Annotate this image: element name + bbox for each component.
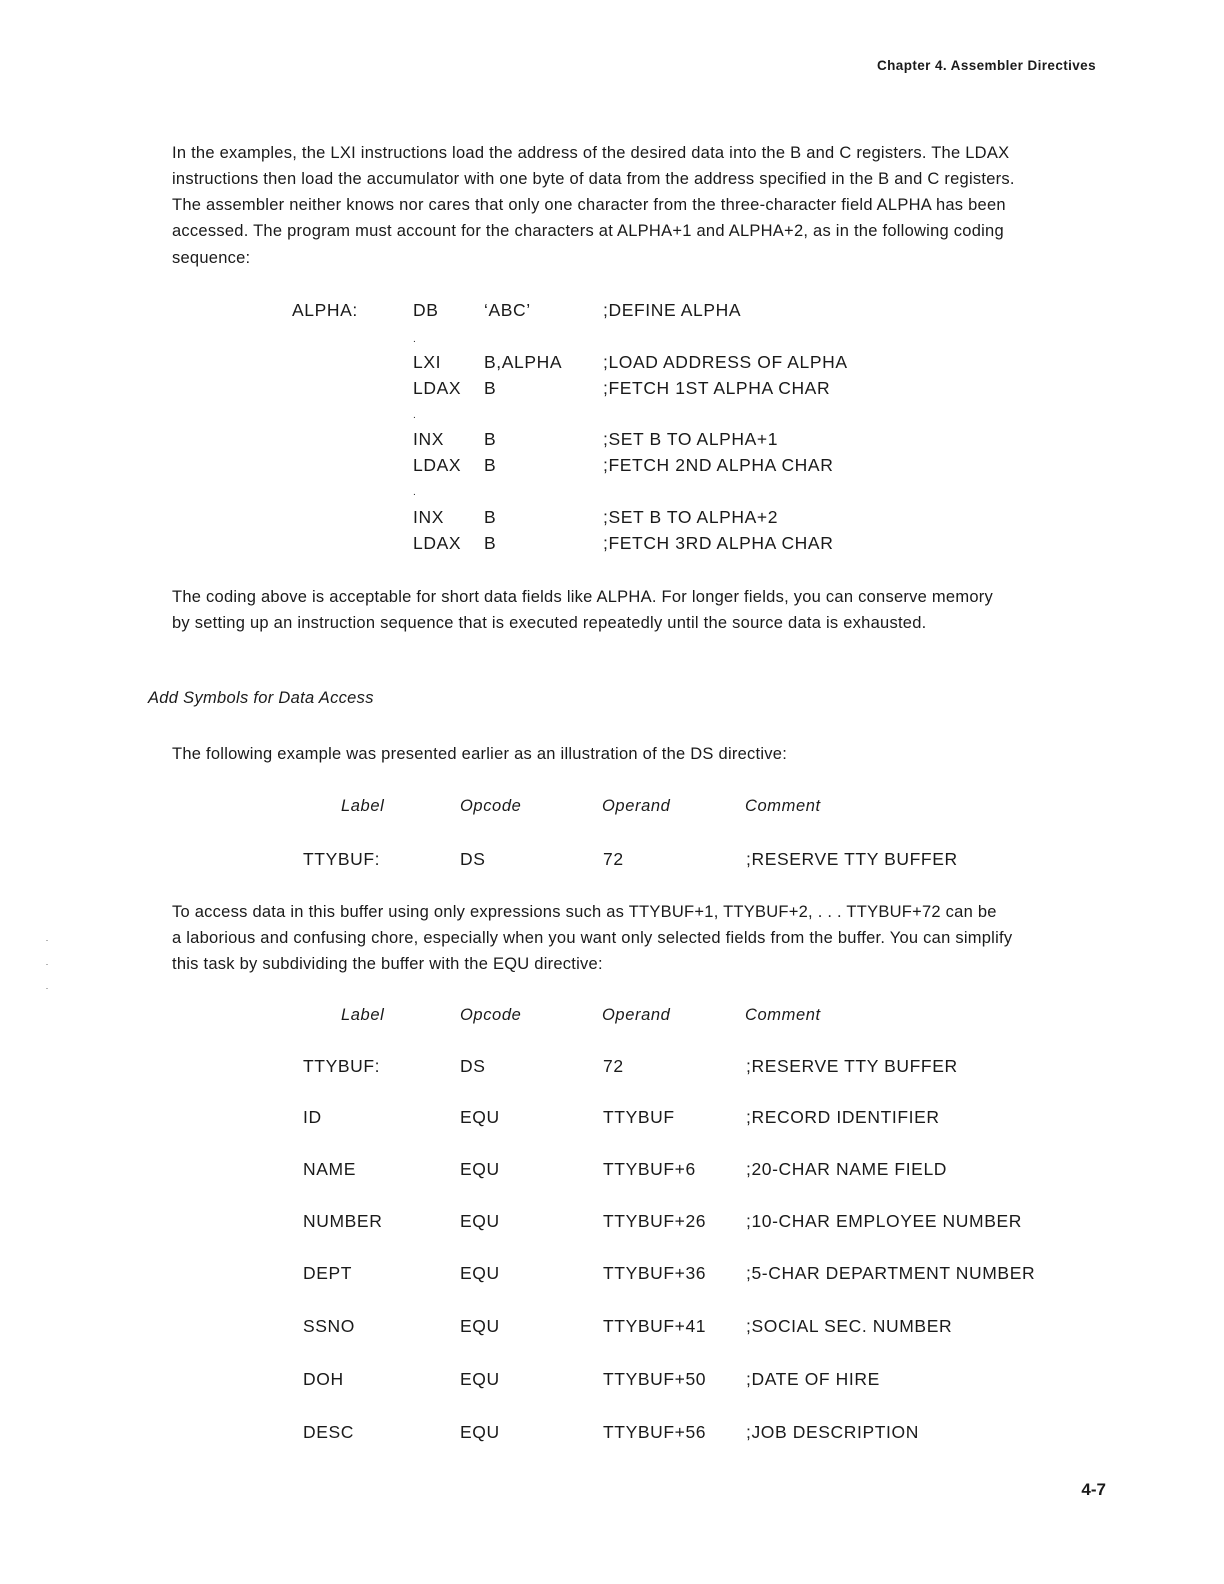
code-operand: ‘ABC’ bbox=[484, 300, 531, 320]
code-ellipsis: . bbox=[413, 334, 417, 345]
paragraph-line: by setting up an instruction sequence that is executed repeatedly until the source data is exhausted. bbox=[172, 614, 927, 632]
code-opcode: LDAX bbox=[413, 455, 462, 475]
paragraph-line: To access data in this buffer using only expressions such as TTYBUF+1, TTYBUF+2, . . . TTYBUF+72 can be bbox=[172, 903, 997, 921]
intro-line: In the examples, the LXI instructions load the address of the desired data into the B and C registers. The LDAX bbox=[172, 144, 1010, 162]
header-opcode: Opcode bbox=[460, 797, 522, 815]
code-label: ALPHA: bbox=[292, 300, 358, 320]
code-comment: ;FETCH 1ST ALPHA CHAR bbox=[603, 378, 831, 398]
code-operand: B bbox=[484, 507, 497, 527]
cell-label: DEPT bbox=[303, 1263, 353, 1283]
code-operand: B bbox=[484, 378, 497, 398]
cell-opcode: EQU bbox=[460, 1316, 500, 1336]
code-comment: ;DEFINE ALPHA bbox=[603, 300, 742, 320]
running-head: Chapter 4. Assembler Directives bbox=[877, 58, 1096, 73]
paragraph-line: The coding above is acceptable for short data fields like ALPHA. For longer fields, you can conserve memory bbox=[172, 588, 993, 606]
code-operand: B bbox=[484, 533, 497, 553]
cell-operand: 72 bbox=[603, 849, 624, 869]
intro-line: sequence: bbox=[172, 249, 251, 267]
cell-label: TTYBUF: bbox=[303, 1056, 381, 1076]
cell-comment: ;DATE OF HIRE bbox=[746, 1369, 880, 1389]
code-ellipsis: . bbox=[413, 410, 417, 421]
code-opcode: INX bbox=[413, 507, 444, 527]
paragraph-line: this task by subdividing the buffer with the EQU directive: bbox=[172, 955, 603, 973]
cell-opcode: EQU bbox=[460, 1107, 500, 1127]
cell-comment: ;5-CHAR DEPARTMENT NUMBER bbox=[746, 1263, 1036, 1283]
page-number: 4-7 bbox=[1081, 1480, 1106, 1499]
intro-line: The assembler neither knows nor cares that only one character from the three-character field ALPHA has been bbox=[172, 196, 1006, 214]
code-opcode: LXI bbox=[413, 352, 442, 372]
cell-opcode: EQU bbox=[460, 1211, 500, 1231]
cell-comment: ;10-CHAR EMPLOYEE NUMBER bbox=[746, 1211, 1022, 1231]
cell-opcode: EQU bbox=[460, 1263, 500, 1283]
cell-operand: TTYBUF+26 bbox=[603, 1211, 707, 1231]
cell-operand: TTYBUF+41 bbox=[603, 1316, 707, 1336]
cell-operand: TTYBUF+6 bbox=[603, 1159, 696, 1179]
intro-line: instructions then load the accumulator with one byte of data from the address specified in the B and C registers. bbox=[172, 170, 1015, 188]
cell-label: ID bbox=[303, 1107, 322, 1127]
cell-label: DOH bbox=[303, 1369, 344, 1389]
code-opcode: DB bbox=[413, 300, 439, 320]
header-comment: Comment bbox=[745, 1006, 821, 1024]
code-operand: B bbox=[484, 429, 497, 449]
cell-operand: TTYBUF+50 bbox=[603, 1369, 707, 1389]
code-comment: ;FETCH 3RD ALPHA CHAR bbox=[603, 533, 834, 553]
cell-operand: TTYBUF bbox=[603, 1107, 675, 1127]
intro-line: accessed. The program must account for the characters at ALPHA+1 and ALPHA+2, as in the following coding bbox=[172, 222, 1004, 240]
header-operand: Operand bbox=[602, 797, 671, 815]
code-opcode: LDAX bbox=[413, 378, 462, 398]
margin-marks bbox=[46, 940, 50, 1000]
code-comment: ;SET B TO ALPHA+2 bbox=[603, 507, 779, 527]
header-label: Label bbox=[341, 797, 385, 815]
cell-label: DESC bbox=[303, 1422, 355, 1442]
code-opcode: INX bbox=[413, 429, 444, 449]
code-ellipsis: . bbox=[413, 487, 417, 498]
header-operand: Operand bbox=[602, 1006, 671, 1024]
code-operand: B bbox=[484, 455, 497, 475]
cell-opcode: EQU bbox=[460, 1159, 500, 1179]
cell-comment: ;RECORD IDENTIFIER bbox=[746, 1107, 940, 1127]
cell-comment: ;RESERVE TTY BUFFER bbox=[746, 1056, 958, 1076]
cell-comment: ;JOB DESCRIPTION bbox=[746, 1422, 919, 1442]
cell-comment: ;RESERVE TTY BUFFER bbox=[746, 849, 958, 869]
cell-operand: TTYBUF+36 bbox=[603, 1263, 707, 1283]
paragraph-line: a laborious and confusing chore, especially when you want only selected fields from the buffer. You can simplify bbox=[172, 929, 1013, 947]
header-comment: Comment bbox=[745, 797, 821, 815]
cell-label: NUMBER bbox=[303, 1211, 383, 1231]
cell-comment: ;20-CHAR NAME FIELD bbox=[746, 1159, 948, 1179]
code-comment: ;SET B TO ALPHA+1 bbox=[603, 429, 779, 449]
cell-operand: TTYBUF+56 bbox=[603, 1422, 707, 1442]
code-opcode: LDAX bbox=[413, 533, 462, 553]
cell-opcode: EQU bbox=[460, 1422, 500, 1442]
cell-comment: ;SOCIAL SEC. NUMBER bbox=[746, 1316, 953, 1336]
header-opcode: Opcode bbox=[460, 1006, 522, 1024]
cell-opcode: DS bbox=[460, 1056, 486, 1076]
ds-intro-paragraph: The following example was presented earlier as an illustration of the DS directive: bbox=[172, 745, 788, 763]
cell-label: NAME bbox=[303, 1159, 356, 1179]
code-comment: ;LOAD ADDRESS OF ALPHA bbox=[603, 352, 848, 372]
cell-label: SSNO bbox=[303, 1316, 355, 1336]
cell-operand: 72 bbox=[603, 1056, 624, 1076]
cell-label: TTYBUF: bbox=[303, 849, 381, 869]
code-comment: ;FETCH 2ND ALPHA CHAR bbox=[603, 455, 834, 475]
code-operand: B,ALPHA bbox=[484, 352, 563, 372]
header-label: Label bbox=[341, 1006, 385, 1024]
section-heading: Add Symbols for Data Access bbox=[148, 689, 374, 707]
cell-opcode: DS bbox=[460, 849, 486, 869]
cell-opcode: EQU bbox=[460, 1369, 500, 1389]
